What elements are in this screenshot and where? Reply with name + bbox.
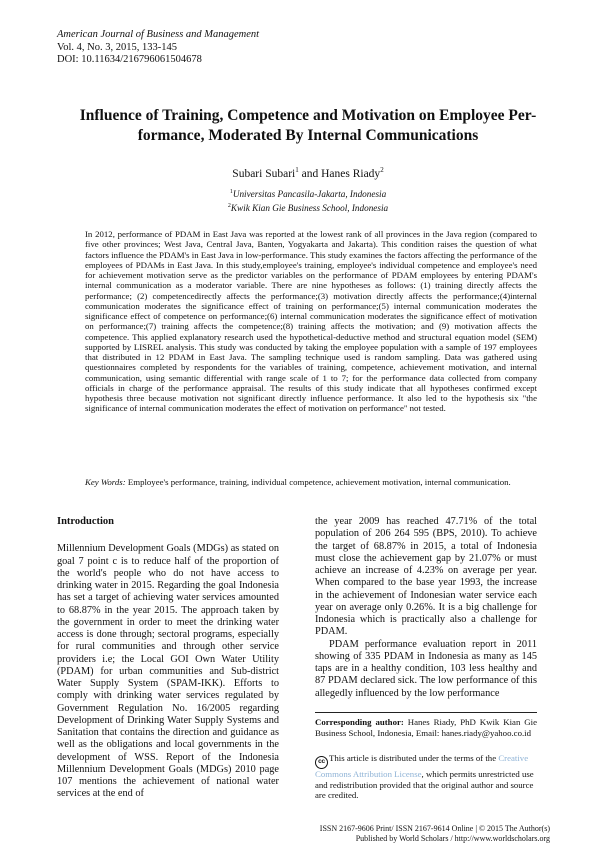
author-1-sup: 1: [295, 166, 299, 174]
keywords-text: Employee's performance, training, individual competence, achievement motivation, internal communication.: [125, 477, 511, 487]
footer-issn: ISSN 2167-9606 Print/ ISSN 2167-9614 Online | © 2015 The Author(s): [319, 824, 550, 833]
intro-paragraph-2: the year 2009 has reached 47.71% of the total population of 206 264 595 (BPS, 2010). To achieve the target of 68.87% in 2015, a total of Indonesia must close the achievement gap by 21.07% or must achieve an increase of 4.23% on average per year. When compared to the base year 1993, the increase in the achievement of Indonesian water service each year on average only 0.26%. It is a big challenge for Indonesia which is practically also a challenge for PDAM.: [315, 516, 537, 638]
keywords: [85, 477, 537, 487]
license-text-before: This article is distributed under the terms of the: [329, 753, 499, 763]
affiliation-2-text: Kwik Kian Gie Business School, Indonesia: [230, 202, 389, 213]
affiliation-1-sup: 1: [229, 189, 233, 195]
journal-volume: Vol. 4, No. 3, 2015, 133-145: [57, 41, 177, 53]
affiliation-1-text: Universitas Pancasila-Jakarta, Indonesia: [232, 189, 387, 200]
corresponding-author-text: Hanes Riady, PhD Kwik Kian Gie Business School, Indonesia, Email: hanes.riady@yahoo.co.id: [315, 717, 537, 738]
license-link[interactable]: Creative Commons Attribution License: [315, 753, 529, 779]
author-2: Hanes Riady: [321, 167, 381, 180]
section-heading-introduction: Introduction: [57, 516, 114, 527]
journal-doi: DOI: 10.11634/216796061504678: [57, 54, 202, 66]
corresponding-author-label: Corresponding author:: [315, 717, 404, 727]
intro-paragraph-1: Millennium Development Goals (MDGs) as stated on goal 7 point c is to reduce half of the proportion of the world's people who do not have access to drinking water in 2015. Regarding the goal Indonesia has set a target of achieving water services amounted to 68.87% in the year 2015. The approach taken by the government in order to meet the drinking water access is done through; sectoral programs, especially for rural communities and through other service providers i.e; the Local GOI Own Water Utility (PDAM) for urban communities and Sub-district Water Supply System (SPAM-IKK). Efforts to comply with drinking water services regulated by Government Regulation No. 16/2005 regarding Development of Drinking Water Supply Systems and Sanitation that contains the direction and guidance as well as the obligations and local governments in the development of WSS. Report of the Indonesia Millennium Development Goals (MDGs) 2010 page 107 mentions the achievement of national water services at the end of: [57, 543, 279, 800]
column-right: [315, 516, 537, 700]
author-2-sup: 2: [380, 166, 384, 174]
license-note: [315, 753, 537, 801]
creative-commons-icon: cc: [315, 756, 328, 769]
author-1: Subari Subari: [232, 167, 296, 180]
affiliation-2: [100, 201, 516, 215]
author-separator: and: [298, 167, 322, 180]
author-list: [100, 166, 516, 180]
journal-info: [57, 29, 357, 67]
page-footer: [260, 824, 550, 844]
column-left: [57, 516, 279, 801]
title-line-1: Influence of Training, Competence and Motivation on Employee Per-: [79, 107, 537, 124]
title-line-2: formance, Moderated By Internal Communications: [137, 126, 479, 144]
keywords-label: Key Words:: [85, 477, 126, 487]
corresponding-author: [315, 717, 537, 738]
paper-title: [50, 106, 566, 145]
abstract: In 2012, performance of PDAM in East Java was reported at the lowest rank of all provinces in the Java region (compared to five other provinces; West Java, Central Java, Banten, Yogyakarta and Jakarta). This condition raises the question of what factors influence the PDAM's in East Java in low-performance. This study examines the factors affecting the performance of the employees of PDAMs in East Java. In this study,employee's training, employee's individual competence and employee's need for achievement motivation serve as the predictor variables on the performance of PDAM employees by entering PDAM's internal communication as a moderator variable. There are nine hypotheses as follows: (1) training directly affects the performance; (2) competencedirectly affects the performance;(3) motivation directly affects the performance;(4)internal communication moderates the significance effect of training on performance;(5) internal communication moderates the significance effect of competence on performance;(6) internal communication moderates the significance effect of motivation on performance;(7) training affects the competence;(8) training affects the motivation; and (9) motivation affects the competence. This applied explanatory research used the hypothetical-deductive method and structural equation model (SEM) supported by LISREL analysis. This study was conducted by taking the employee population with a sample of 197 employees that distributed in 12 PDAM in East Java. The sampling technique used is random sampling. Data was gathered using questionnaires completed by respondents for the variables of training, competence, achievement motivation, and internal communication, using semantic differential with range scale of 1 to 7; for the performance data collected from company officials in charge of the performance appraisal. The results of this study indicate that all hypotheses confirmed except hypothesis three because motivation not significant directly influence performance. It also led to the hypothesis six "the significance of internal communication moderates the effect of motivation on performance" not tested.: [85, 229, 537, 414]
affiliations: [100, 187, 516, 214]
footer-publisher: Published by World Scholars / http://www.worldscholars.org: [355, 834, 550, 843]
intro-paragraph-3: PDAM performance evaluation report in 2011 showing of 335 PDAM in Indonesia as many as 145 taps are in a healthy condition, 103 less healthy and 87 PDAM declared sick. The low performance of this allegedly influenced by the low performance: [315, 638, 537, 699]
license-text-after: , which permits unrestricted use and redistribution provided that the original author and source are credited.: [315, 769, 534, 801]
affiliation-1: [100, 187, 516, 201]
footnote-divider: [315, 712, 537, 713]
journal-name: American Journal of Business and Management: [57, 29, 260, 40]
affiliation-2-sup: 2: [227, 202, 231, 209]
